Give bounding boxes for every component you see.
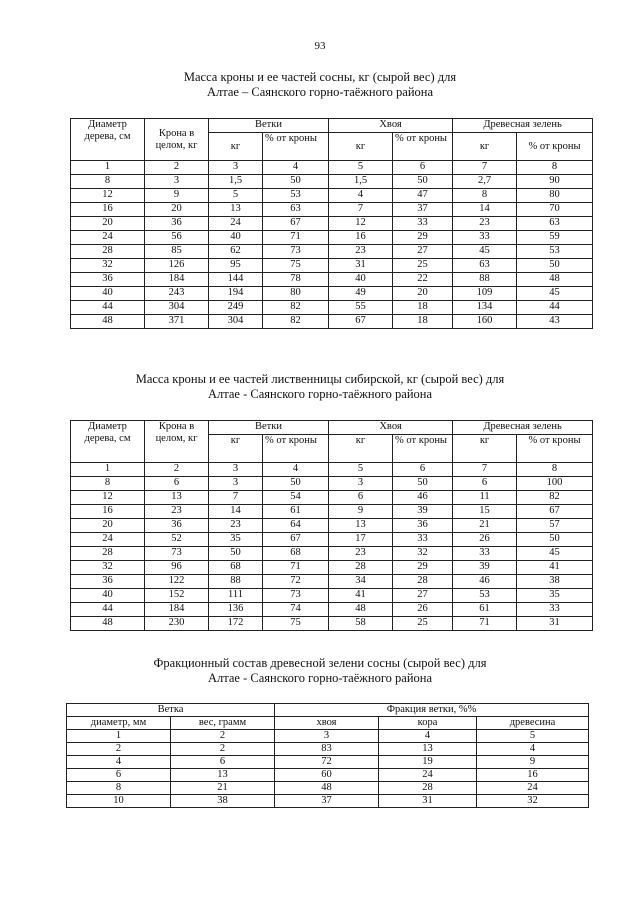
table-cell: 21 xyxy=(453,519,517,533)
table-cell: 45 xyxy=(517,287,593,301)
table-cell: 23 xyxy=(145,505,209,519)
column-number-cell: 7 xyxy=(453,161,517,175)
table-cell: 8 xyxy=(453,189,517,203)
table-cell: 24 xyxy=(477,782,589,795)
table-cell: 58 xyxy=(329,617,393,631)
table-cell: 40 xyxy=(71,589,145,603)
table-cell: 90 xyxy=(517,175,593,189)
table-cell: 88 xyxy=(209,575,263,589)
table-cell: 55 xyxy=(329,301,393,315)
table-cell: 78 xyxy=(263,273,329,287)
table-cell: 82 xyxy=(263,315,329,329)
table-cell: 100 xyxy=(517,477,593,491)
table-number-row xyxy=(67,730,589,743)
table-row xyxy=(71,273,593,287)
table-cell: 50 xyxy=(517,259,593,273)
table-row xyxy=(67,756,589,769)
table-cell: 8 xyxy=(71,175,145,189)
table-cell: 75 xyxy=(263,617,329,631)
table-cell: 96 xyxy=(145,561,209,575)
table-cell: 82 xyxy=(517,491,593,505)
table-cell: 63 xyxy=(517,217,593,231)
table1-header-branches-pct: % от кроны xyxy=(263,133,329,161)
table1-header-green-pct: % от кроны xyxy=(517,133,593,161)
table-cell: 13 xyxy=(209,203,263,217)
table-cell: 33 xyxy=(393,217,453,231)
column-number-cell: 6 xyxy=(393,161,453,175)
table2-header-green-pct: % от кроны xyxy=(517,435,593,463)
table-cell: 64 xyxy=(263,519,329,533)
table-cell: 160 xyxy=(453,315,517,329)
table-cell: 6 xyxy=(145,477,209,491)
table-row xyxy=(71,477,593,491)
table-cell: 122 xyxy=(145,575,209,589)
table-cell: 19 xyxy=(379,756,477,769)
table-cell: 61 xyxy=(263,505,329,519)
table-cell: 28 xyxy=(71,245,145,259)
table-cell: 68 xyxy=(263,547,329,561)
table-cell: 50 xyxy=(517,533,593,547)
table3-header-weight: вес, грамм xyxy=(171,717,275,730)
table-cell: 16 xyxy=(71,505,145,519)
table-cell: 52 xyxy=(145,533,209,547)
column-number-cell: 4 xyxy=(263,161,329,175)
table-cell: 2 xyxy=(67,743,171,756)
table-cell: 8 xyxy=(67,782,171,795)
table-cell: 41 xyxy=(517,561,593,575)
table-cell: 35 xyxy=(209,533,263,547)
table1-title-line1: Масса кроны и ее частей сосны, кг (сырой вес) для xyxy=(183,70,457,84)
column-number-cell: 2 xyxy=(171,730,275,743)
table-row xyxy=(71,203,593,217)
table-cell: 29 xyxy=(393,561,453,575)
table2 xyxy=(70,420,593,631)
table-cell: 23 xyxy=(329,547,393,561)
table-cell: 71 xyxy=(453,617,517,631)
table1-header-green: Древесная зелень xyxy=(453,119,593,133)
table-row xyxy=(71,533,593,547)
table-row xyxy=(71,547,593,561)
table-cell: 39 xyxy=(453,561,517,575)
table-cell: 46 xyxy=(453,575,517,589)
table-cell: 144 xyxy=(209,273,263,287)
table-cell: 70 xyxy=(517,203,593,217)
table-cell: 53 xyxy=(263,189,329,203)
table-cell: 50 xyxy=(209,547,263,561)
column-number-cell: 7 xyxy=(453,463,517,477)
table-cell: 33 xyxy=(517,603,593,617)
table-row xyxy=(71,231,593,245)
table-cell: 71 xyxy=(263,561,329,575)
table-cell: 126 xyxy=(145,259,209,273)
table-cell: 67 xyxy=(263,533,329,547)
table-cell: 18 xyxy=(393,315,453,329)
table-cell: 83 xyxy=(275,743,379,756)
table-row xyxy=(71,603,593,617)
table2-header-diameter: Диаметр дерева, см xyxy=(71,421,145,463)
table3-header-bark: кора xyxy=(379,717,477,730)
table-cell: 37 xyxy=(275,795,379,808)
table-cell: 48 xyxy=(71,617,145,631)
table1-header-green-kg: кг xyxy=(453,133,517,161)
table-cell: 48 xyxy=(329,603,393,617)
table-cell: 7 xyxy=(209,491,263,505)
table-cell: 50 xyxy=(263,477,329,491)
table-cell: 88 xyxy=(453,273,517,287)
table3-header-branch: Ветка xyxy=(67,704,275,717)
table-cell: 32 xyxy=(71,259,145,273)
table1 xyxy=(70,118,593,329)
table2-header-needles-pct: % от кроны xyxy=(393,435,453,463)
column-number-cell: 6 xyxy=(393,463,453,477)
table-cell: 36 xyxy=(145,519,209,533)
column-number-cell: 5 xyxy=(329,161,393,175)
table-row xyxy=(71,259,593,273)
column-number-cell: 4 xyxy=(379,730,477,743)
table-cell: 24 xyxy=(379,769,477,782)
table-cell: 40 xyxy=(209,231,263,245)
table-cell: 82 xyxy=(263,301,329,315)
table2-title-line2: Алтае - Саянского горно-таёжного района xyxy=(207,387,432,401)
table-cell: 12 xyxy=(71,491,145,505)
table-cell: 73 xyxy=(263,245,329,259)
table-cell: 4 xyxy=(67,756,171,769)
table-cell: 20 xyxy=(71,519,145,533)
table-cell: 13 xyxy=(379,743,477,756)
table-row xyxy=(71,505,593,519)
table-cell: 26 xyxy=(393,603,453,617)
table-cell: 48 xyxy=(275,782,379,795)
table3-header-fraction: Фракция ветки, %% xyxy=(275,704,589,717)
table-cell: 47 xyxy=(393,189,453,203)
table3-header-needles: хвоя xyxy=(275,717,379,730)
table-cell: 31 xyxy=(329,259,393,273)
table-cell: 8 xyxy=(71,477,145,491)
table-cell: 75 xyxy=(263,259,329,273)
table-cell: 33 xyxy=(453,231,517,245)
table-cell: 304 xyxy=(145,301,209,315)
table-cell: 12 xyxy=(329,217,393,231)
column-number-cell: 5 xyxy=(329,463,393,477)
table-cell: 95 xyxy=(209,259,263,273)
table-cell: 7 xyxy=(329,203,393,217)
table-cell: 9 xyxy=(477,756,589,769)
table-cell: 29 xyxy=(393,231,453,245)
table-cell: 53 xyxy=(517,245,593,259)
table-number-row xyxy=(71,161,593,175)
table-cell: 25 xyxy=(393,259,453,273)
table1-title xyxy=(0,70,640,100)
table-cell: 23 xyxy=(209,519,263,533)
table-cell: 39 xyxy=(393,505,453,519)
column-number-cell: 5 xyxy=(477,730,589,743)
table-cell: 3 xyxy=(209,477,263,491)
table-cell: 13 xyxy=(329,519,393,533)
table-cell: 13 xyxy=(171,769,275,782)
column-number-cell: 3 xyxy=(209,463,263,477)
column-number-cell: 3 xyxy=(275,730,379,743)
table-cell: 10 xyxy=(67,795,171,808)
table2-header-needles-kg: кг xyxy=(329,435,393,463)
table-cell: 27 xyxy=(393,245,453,259)
table-cell: 44 xyxy=(517,301,593,315)
table1-header-diameter: Диаметр дерева, см xyxy=(71,119,145,161)
table-cell: 34 xyxy=(329,575,393,589)
table-cell: 73 xyxy=(145,547,209,561)
table-cell: 21 xyxy=(171,782,275,795)
table-cell: 63 xyxy=(453,259,517,273)
table1-header-branches: Ветки xyxy=(209,119,329,133)
table-cell: 16 xyxy=(71,203,145,217)
table-cell: 73 xyxy=(263,589,329,603)
table-cell: 32 xyxy=(393,547,453,561)
table3-title-line1: Фракционный состав древесной зелени сосны (сырой вес) для xyxy=(153,656,487,670)
table-cell: 6 xyxy=(329,491,393,505)
table-row xyxy=(71,519,593,533)
table3-header-diameter: диаметр, мм xyxy=(67,717,171,730)
table-cell: 71 xyxy=(263,231,329,245)
column-number-cell: 2 xyxy=(145,161,209,175)
table2-title xyxy=(0,372,640,402)
column-number-cell: 1 xyxy=(67,730,171,743)
table-row xyxy=(71,561,593,575)
table-row xyxy=(71,617,593,631)
table-cell: 28 xyxy=(393,575,453,589)
table2-header-branches: Ветки xyxy=(209,421,329,435)
table-cell: 28 xyxy=(379,782,477,795)
table-cell: 63 xyxy=(263,203,329,217)
table-cell: 28 xyxy=(71,547,145,561)
table-cell: 54 xyxy=(263,491,329,505)
column-number-cell: 3 xyxy=(209,161,263,175)
table-cell: 44 xyxy=(71,603,145,617)
table-row xyxy=(67,769,589,782)
table-cell: 50 xyxy=(393,175,453,189)
table-cell: 50 xyxy=(393,477,453,491)
table-cell: 49 xyxy=(329,287,393,301)
table-cell: 152 xyxy=(145,589,209,603)
table-cell: 31 xyxy=(517,617,593,631)
table2-header-green-kg: кг xyxy=(453,435,517,463)
table-row xyxy=(71,575,593,589)
table2-header-branches-pct: % от кроны xyxy=(263,435,329,463)
table2-header-crown: Крона в целом, кг xyxy=(145,421,209,463)
table-cell: 45 xyxy=(517,547,593,561)
table-cell: 134 xyxy=(453,301,517,315)
table-cell: 17 xyxy=(329,533,393,547)
table-cell: 50 xyxy=(263,175,329,189)
table-cell: 36 xyxy=(71,575,145,589)
table-cell: 67 xyxy=(263,217,329,231)
table-cell: 14 xyxy=(453,203,517,217)
table-cell: 59 xyxy=(517,231,593,245)
table-cell: 11 xyxy=(453,491,517,505)
table-cell: 243 xyxy=(145,287,209,301)
table-row xyxy=(71,287,593,301)
table2-header-needles: Хвоя xyxy=(329,421,453,435)
table-row xyxy=(67,743,589,756)
table-cell: 33 xyxy=(393,533,453,547)
table-cell: 53 xyxy=(453,589,517,603)
table1-title-line2: Алтае – Саянского горно-таёжного района xyxy=(206,85,434,99)
table-cell: 44 xyxy=(71,301,145,315)
table-cell: 16 xyxy=(477,769,589,782)
table-cell: 371 xyxy=(145,315,209,329)
table-row xyxy=(71,491,593,505)
table-cell: 31 xyxy=(379,795,477,808)
table-cell: 230 xyxy=(145,617,209,631)
table-cell: 20 xyxy=(71,217,145,231)
table3-header-wood: древесина xyxy=(477,717,589,730)
table3-title xyxy=(0,656,640,686)
table-cell: 38 xyxy=(517,575,593,589)
table-cell: 48 xyxy=(71,315,145,329)
table-cell: 28 xyxy=(329,561,393,575)
table-cell: 60 xyxy=(275,769,379,782)
table-cell: 57 xyxy=(517,519,593,533)
table-cell: 56 xyxy=(145,231,209,245)
table1-header-needles-kg: кг xyxy=(329,133,393,161)
table-cell: 85 xyxy=(145,245,209,259)
table-cell: 6 xyxy=(453,477,517,491)
table-cell: 18 xyxy=(393,301,453,315)
table-cell: 33 xyxy=(453,547,517,561)
table-cell: 20 xyxy=(145,203,209,217)
table-cell: 36 xyxy=(145,217,209,231)
table3 xyxy=(66,703,589,808)
table-cell: 16 xyxy=(329,231,393,245)
column-number-cell: 8 xyxy=(517,463,593,477)
table-cell: 43 xyxy=(517,315,593,329)
table-cell: 37 xyxy=(393,203,453,217)
table-cell: 24 xyxy=(209,217,263,231)
table-cell: 36 xyxy=(393,519,453,533)
table-cell: 111 xyxy=(209,589,263,603)
table-cell: 184 xyxy=(145,273,209,287)
table1-header-branches-kg: кг xyxy=(209,133,263,161)
column-number-cell: 1 xyxy=(71,463,145,477)
table1-header-needles-pct: % от кроны xyxy=(393,133,453,161)
table-cell: 3 xyxy=(145,175,209,189)
table2-header-branches-kg: кг xyxy=(209,435,263,463)
table-cell: 22 xyxy=(393,273,453,287)
table-cell: 2 xyxy=(171,743,275,756)
table-row xyxy=(71,301,593,315)
table-cell: 80 xyxy=(263,287,329,301)
table-cell: 4 xyxy=(477,743,589,756)
table-cell: 109 xyxy=(453,287,517,301)
table-cell: 27 xyxy=(393,589,453,603)
table-cell: 136 xyxy=(209,603,263,617)
table-row xyxy=(71,589,593,603)
table2-header-green: Древесная зелень xyxy=(453,421,593,435)
table-cell: 6 xyxy=(171,756,275,769)
table1-header-crown: Крона в целом, кг xyxy=(145,119,209,161)
table-cell: 26 xyxy=(453,533,517,547)
table-cell: 9 xyxy=(145,189,209,203)
table-cell: 25 xyxy=(393,617,453,631)
table-cell: 36 xyxy=(71,273,145,287)
table-cell: 3 xyxy=(329,477,393,491)
table-row xyxy=(71,189,593,203)
table-cell: 23 xyxy=(453,217,517,231)
table-cell: 72 xyxy=(263,575,329,589)
table-cell: 45 xyxy=(453,245,517,259)
table-row xyxy=(71,245,593,259)
table-cell: 61 xyxy=(453,603,517,617)
table-cell: 38 xyxy=(171,795,275,808)
column-number-cell: 1 xyxy=(71,161,145,175)
table-cell: 15 xyxy=(453,505,517,519)
table-cell: 32 xyxy=(477,795,589,808)
page-number: 93 xyxy=(314,40,326,52)
table-cell: 41 xyxy=(329,589,393,603)
table-row xyxy=(71,217,593,231)
column-number-cell: 2 xyxy=(145,463,209,477)
table-cell: 40 xyxy=(71,287,145,301)
table-cell: 68 xyxy=(209,561,263,575)
table2-title-line1: Масса кроны и ее частей лиственницы сибирской, кг (сырой вес) для xyxy=(135,372,505,386)
table-row xyxy=(71,175,593,189)
table-cell: 1,5 xyxy=(209,175,263,189)
table-cell: 74 xyxy=(263,603,329,617)
table-cell: 35 xyxy=(517,589,593,603)
table-cell: 72 xyxy=(275,756,379,769)
table-cell: 46 xyxy=(393,491,453,505)
table-cell: 20 xyxy=(393,287,453,301)
column-number-cell: 8 xyxy=(517,161,593,175)
table-cell: 9 xyxy=(329,505,393,519)
table-number-row xyxy=(71,463,593,477)
table-cell: 80 xyxy=(517,189,593,203)
table-cell: 1,5 xyxy=(329,175,393,189)
table-cell: 2,7 xyxy=(453,175,517,189)
table-cell: 67 xyxy=(517,505,593,519)
table-row xyxy=(71,315,593,329)
table-cell: 184 xyxy=(145,603,209,617)
table-row xyxy=(67,782,589,795)
table-cell: 4 xyxy=(329,189,393,203)
table-cell: 304 xyxy=(209,315,263,329)
table-cell: 249 xyxy=(209,301,263,315)
column-number-cell: 4 xyxy=(263,463,329,477)
table3-title-line2: Алтае - Саянского горно-таёжного района xyxy=(207,671,432,685)
table-cell: 23 xyxy=(329,245,393,259)
table-cell: 13 xyxy=(145,491,209,505)
table-cell: 62 xyxy=(209,245,263,259)
table1-header-needles: Хвоя xyxy=(329,119,453,133)
table-cell: 32 xyxy=(71,561,145,575)
table-row xyxy=(67,795,589,808)
table-cell: 40 xyxy=(329,273,393,287)
table-cell: 194 xyxy=(209,287,263,301)
table-cell: 172 xyxy=(209,617,263,631)
table-cell: 24 xyxy=(71,231,145,245)
table-cell: 48 xyxy=(517,273,593,287)
table-cell: 67 xyxy=(329,315,393,329)
table-cell: 12 xyxy=(71,189,145,203)
table-cell: 24 xyxy=(71,533,145,547)
table-cell: 6 xyxy=(67,769,171,782)
table-cell: 14 xyxy=(209,505,263,519)
table-cell: 5 xyxy=(209,189,263,203)
